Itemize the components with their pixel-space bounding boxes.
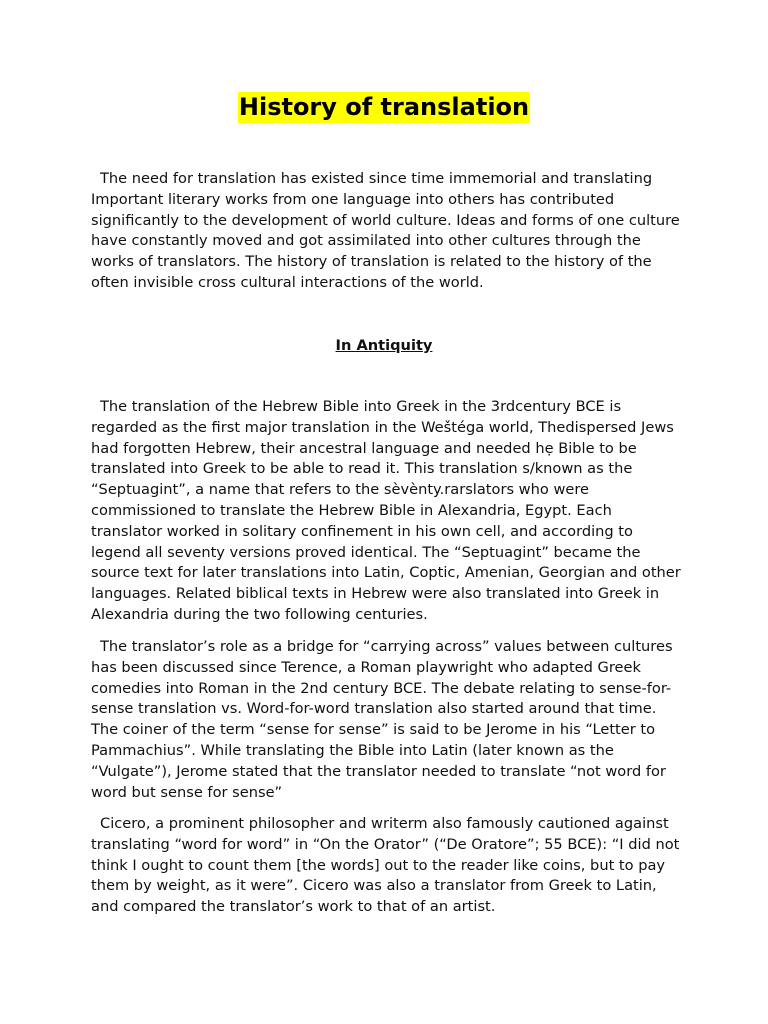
page-title: History of translation bbox=[238, 93, 530, 121]
section-paragraph-2 bbox=[91, 637, 683, 803]
title-container bbox=[0, 92, 768, 123]
intro-paragraph bbox=[91, 169, 683, 294]
section-paragraph-2-text: The translator’s role as a bridge for “carrying across” values between cultures has been discussed since Terence, a Roman playwright who adapted Greek comedies into Roman in the 2nd century BCE. The debate relating to sense-for-sense translation vs. Word-for-word translation also started around that time. The coiner of the term “sense for sense” is said to be Jerome in his “Letter to Pammachius”. While translating the Bible into Latin (later known as the “Vulgate”), Jerome stated that the translator needed to translate “not word for word but sense for sense” bbox=[91, 638, 673, 801]
section-paragraph-3-text: Cicero, a prominent philosopher and writerm also famously cautioned against translating “word for word” in “On the Orator” (“De Oratore”; 55 BCE): “I did not think I ought to count them [the words] out to the reader like coins, but to pay them by weight, as it were”. Cicero was also a translator from Greek to Latin, and compared the translator’s work to that of an artist. bbox=[91, 815, 680, 916]
section-heading-container bbox=[0, 335, 768, 356]
intro-paragraph-text: The need for translation has existed since time immemorial and translating Important literary works from one language into others has contributed significantly to the development of world culture. Ideas and forms of one culture have constantly moved and got assimilated into other cultures through the works of translators. The history of translation is related to the history of the often invisible cross cultural interactions of the world. bbox=[91, 170, 680, 291]
section-paragraph-3 bbox=[91, 814, 683, 918]
section-paragraph-1-text: The translation of the Hebrew Bible into Greek in the 3rdcentury BCE is regarded as the first major translation in the Weštéga world, Thedispersed Jews had forgotten Hebrew, their ancestral language and needed hẹ Bible to be translated into Greek to be able to read it. This translation s/known as the “Septuagint”, a name that refers to the sèvènty.rarslators who were commissioned to translate the Hebrew Bible in Alexandria, Egypt. Each translator worked in solitary confinement in his own cell, and according to legend all seventy versions proved identical. The “Septuagint” became the source text for later translations into Latin, Coptic, Amenian, Georgian and other languages. Related biblical texts in Hebrew were also translated into Greek in Alexandria during the two following centuries. bbox=[91, 398, 681, 623]
section-heading: In Antiquity bbox=[335, 337, 433, 354]
section-paragraph-1 bbox=[91, 397, 683, 626]
